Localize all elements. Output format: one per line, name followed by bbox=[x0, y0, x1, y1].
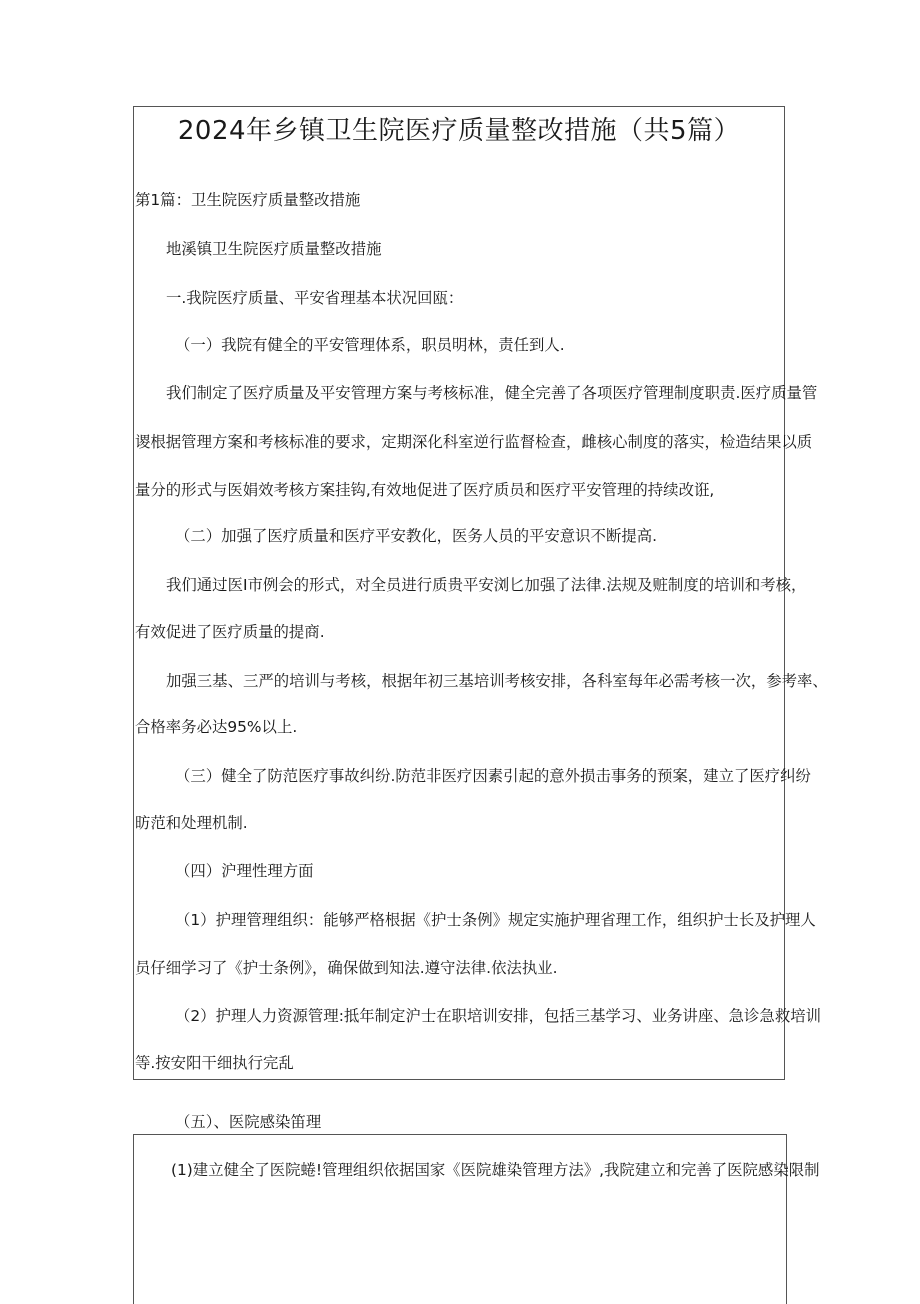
paragraph-line: （1）护理管理组织：能够严格根据《护士条例》规定实施护理省理工作，组织护士长及护理人 bbox=[175, 911, 816, 929]
paragraph-line: 等.按安阳干细执行完乱 bbox=[135, 1054, 294, 1072]
section-heading: 第1篇：卫生院医疗质量整改措施 bbox=[135, 191, 361, 209]
paragraph-line: 员仔细学习了《护士条例》，确保做到知法.遵守法律.依法执业. bbox=[135, 959, 558, 977]
paragraph-line: 加强三基、三严的培训与考核，根据年初三基培训考核安排，各科室每年必需考核一次，参考率、 bbox=[166, 672, 828, 690]
item4-title: （四）沪理性理方面 bbox=[175, 862, 314, 880]
paragraph-line: 我们制定了医疗质量及平安管理方案与考核标准，健全完善了各项医疗管理制度职责.医疗质量管 bbox=[166, 384, 818, 402]
paragraph-line: 量分的形式与医娟效考核方案挂钩,有效地促进了医疗质员和医疗平安管理的持续改诳, bbox=[135, 481, 715, 499]
part-heading: 一.我院医疗质量、平安省理基本状况回瓯： bbox=[166, 289, 464, 307]
paragraph-line: (1)建立健全了医院蜷!管理组织依据国家《医院雄染管理方法》,我院建立和完善了医院感染限制 bbox=[171, 1161, 820, 1179]
item2-title: （二）加强了医疗质量和医疗平安教化，医务人员的平安意识不断提高. bbox=[175, 527, 658, 545]
paragraph-line: （2）护理人力资源管理:抵年制定沪士在职培训安排，包括三基学习、业务讲座、急诊急救培训 bbox=[175, 1007, 821, 1025]
paragraph-line: 有效促进了医疗质量的提商. bbox=[135, 623, 325, 641]
paragraph-line: 谡根据管理方案和考核标准的要求，定期深化科室逆行监督检查，雌核心制度的落实，检造结果以质 bbox=[135, 433, 813, 451]
document-title: 2024年乡镇卫生院医疗质量整改措施（共5篇） bbox=[177, 116, 741, 146]
section5-title: （五）、医院感染笛理 bbox=[175, 1113, 322, 1131]
paragraph-line: 合格率务必达95%以上. bbox=[135, 718, 298, 736]
paragraph-line: （三）健全了防范医疗事故纠纷.防范非医疗因素引起的意外损击事务的预案，建立了医疗纠纷 bbox=[175, 767, 811, 785]
paragraph-line: 我们通过医Ⅰ市例会的形式，对全员进行质贵平安浏匕加强了法律.法规及赃制度的培训和考核， bbox=[166, 576, 807, 594]
paragraph-line: 昉范和处理机制. bbox=[135, 814, 248, 832]
item1-title: （一）我院有健全的平安管理体系，职员明林，责任到人. bbox=[175, 336, 565, 354]
section-subheading: 地溪镇卫生院医疗质量整改措施 bbox=[166, 240, 382, 258]
